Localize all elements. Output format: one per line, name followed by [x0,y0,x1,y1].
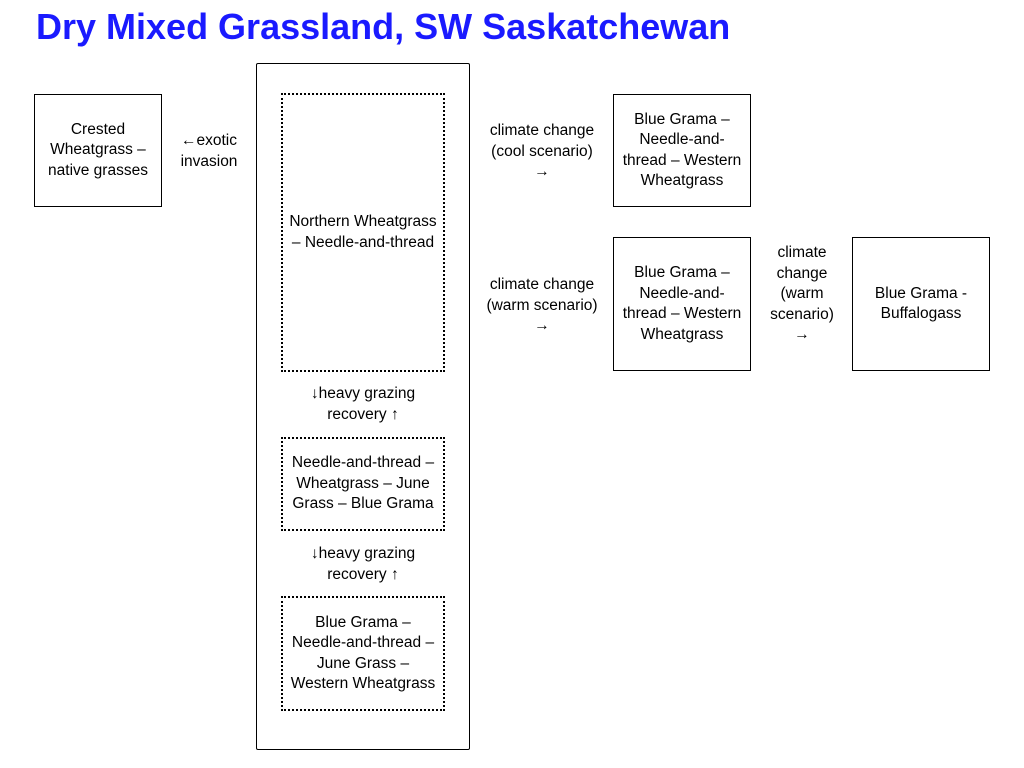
needle-wheatgrass-june-label: Needle-and-thread – Wheatgrass – June Grass – Blue Grama [291,454,435,513]
page-title: Dry Mixed Grassland, SW Saskatchewan [36,6,731,47]
warm-scenario-line-1: climate change [489,276,595,293]
warm-scenario-line-2: (warm scenario) [486,296,598,314]
warm2-line-5: → [794,326,810,343]
exotic-invasion-arrow [168,131,250,172]
warm2-line-4: scenario) [770,305,834,323]
buffalogass-label: Blue Grama - Buffalogass [874,284,968,322]
crested-wheatgrass-box [34,94,162,207]
cool-scenario-line-2: (cool scenario) [491,142,593,160]
warm-result-label: Blue Grama – Needle-and-thread – Western Wheatgrass [622,264,742,343]
crested-wheatgrass-label: Crested Wheatgrass – native grasses [48,120,148,179]
cool-result-label: Blue Grama – Needle-and-thread – Western Wheatgrass [622,110,742,189]
grazing-arrow-1 [284,384,442,425]
cool-scenario-line-3: → [534,163,550,180]
warm2-line-1: climate [777,244,827,261]
cool-result-box [613,94,751,207]
grazing-arrow-1-line-2: recovery ↑ [327,405,399,423]
cool-scenario-line-1: climate change [489,122,595,139]
blue-grama-june-label: Blue Grama – Needle-and-thread – June Grass – Western Wheatgrass [290,613,436,692]
warm-scenario-arrow-2 [760,243,844,346]
warm-scenario-arrow [478,275,606,337]
blue-grama-june-box [281,596,445,711]
northern-wheatgrass-label: Northern Wheatgrass – Needle-and-thread [289,213,437,251]
exotic-invasion-line-2: invasion [180,152,238,170]
exotic-invasion-line-1: ←exotic [181,132,237,149]
grazing-arrow-2-line-2: recovery ↑ [327,565,399,583]
grazing-arrow-2 [284,544,442,585]
northern-wheatgrass-box [281,93,445,372]
cool-scenario-arrow [478,121,606,183]
needle-wheatgrass-june-box [281,437,445,531]
grazing-arrow-1-line-1: ↓heavy grazing [310,385,416,402]
buffalogass-box [852,237,990,371]
grazing-arrow-2-line-1: ↓heavy grazing [310,545,416,562]
warm-result-box [613,237,751,371]
warm-scenario-line-3: → [534,317,550,334]
warm2-line-3: (warm [780,285,824,302]
warm2-line-2: change [776,264,828,282]
